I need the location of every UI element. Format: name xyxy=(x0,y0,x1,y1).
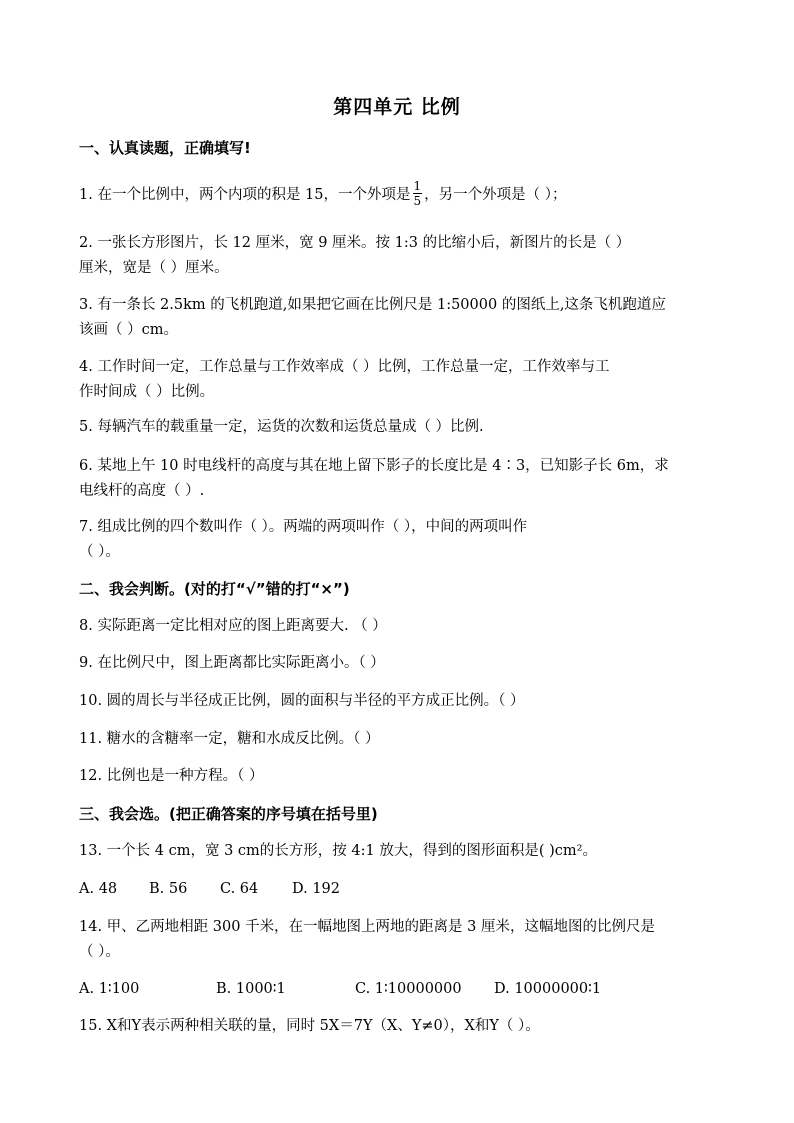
question-7-line-2: （ ）。 xyxy=(79,544,120,560)
section-heading-fill-in: 一、认真读题，正确填写! xyxy=(79,139,251,157)
question-13: 13. 一个长 4 cm，宽 3 cm的长方形，按 4:1 放大，得到的图形面积是( )cm²。 xyxy=(79,843,597,859)
question-14-line-1: 14. 甲、乙两地相距 300 千米，在一幅地图上两地的距离是 3 厘米，这幅地图的比例尺是 xyxy=(79,919,656,935)
question-14-options xyxy=(79,974,719,1005)
fraction-one-fifth xyxy=(413,179,423,208)
option-d: D. 10000000∶1 xyxy=(494,981,602,997)
question-2-line-1: 2. 一张长方形图片，长 12 厘米，宽 9 厘米。按 1:3 的比缩小后，新图片的长是（ ） xyxy=(79,235,631,251)
question-10: 10. 圆的周长与半径成正比例，圆的面积与半径的平方成正比例。（ ） xyxy=(79,693,525,709)
question-3-line-2: 该画（ ）cm。 xyxy=(79,322,178,338)
question-12: 12. 比例也是一种方程。（ ） xyxy=(79,768,264,784)
option-c: C. 64 xyxy=(220,881,259,897)
question-4-line-1: 4. 工作时间一定，工作总量与工作效率成（ ）比例，工作总量一定，工作效率与工 xyxy=(79,359,610,375)
fraction-denominator: 5 xyxy=(413,193,422,208)
option-d: D. 192 xyxy=(292,881,341,897)
section-heading-true-false: 二、我会判断。(对的打“√”错的打“×”) xyxy=(79,580,350,598)
option-c: C. 1∶10000000 xyxy=(355,981,462,997)
option-b: B. 56 xyxy=(149,881,188,897)
option-a: A. 1∶100 xyxy=(79,981,140,997)
question-5: 5. 每辆汽车的载重量一定，运货的次数和运货总量成（ ）比例. xyxy=(79,419,484,435)
question-6-line-2: 电线杆的高度（ ）. xyxy=(79,483,205,499)
section-heading-multiple-choice: 三、我会选。(把正确答案的序号填在括号里) xyxy=(79,805,378,823)
question-8: 8. 实际距离一定比相对应的图上距离要大. （ ） xyxy=(79,618,387,634)
question-1-text-after: ，另一个外项是（ ）； xyxy=(424,187,567,203)
option-b: B. 1000∶1 xyxy=(216,981,286,997)
question-14-line-2: （ ）。 xyxy=(79,944,120,960)
question-1 xyxy=(79,180,719,211)
question-2-line-2: 厘米，宽是（ ）厘米。 xyxy=(79,260,229,276)
question-13-options xyxy=(79,874,719,905)
page-title: 第四单元 比例 xyxy=(333,96,461,118)
question-9: 9. 在比例尺中，图上距离都比实际距离小。（ ） xyxy=(79,655,385,671)
question-3-line-1: 3. 有一条长 2.5km 的飞机跑道,如果把它画在比例尺是 1:50000 的图纸上,这条飞机跑道应 xyxy=(79,297,666,313)
question-7-line-1: 7. 组成比例的四个数叫作（ ）。两端的两项叫作（ ），中间的两项叫作 xyxy=(79,519,528,535)
question-6-line-1: 6. 某地上午 10 时电线杆的高度与其在地上留下影子的长度比是 4∶3，已知影子长 6m，求 xyxy=(79,458,669,474)
question-11: 11. 糖水的含糖率一定，糖和水成反比例。（ ） xyxy=(79,731,380,747)
question-15: 15. X和Y表示两种相关联的量，同时 5X＝7Y（X、Y≠0），X和Y（ ）。 xyxy=(79,1018,540,1034)
question-1-text-before: 1. 在一个比例中，两个内项的积是 15，一个外项是 xyxy=(79,187,411,203)
option-a: A. 48 xyxy=(79,881,118,897)
fraction-numerator: 1 xyxy=(413,178,422,193)
question-4-line-2: 作时间成（ ）比例。 xyxy=(79,384,215,400)
